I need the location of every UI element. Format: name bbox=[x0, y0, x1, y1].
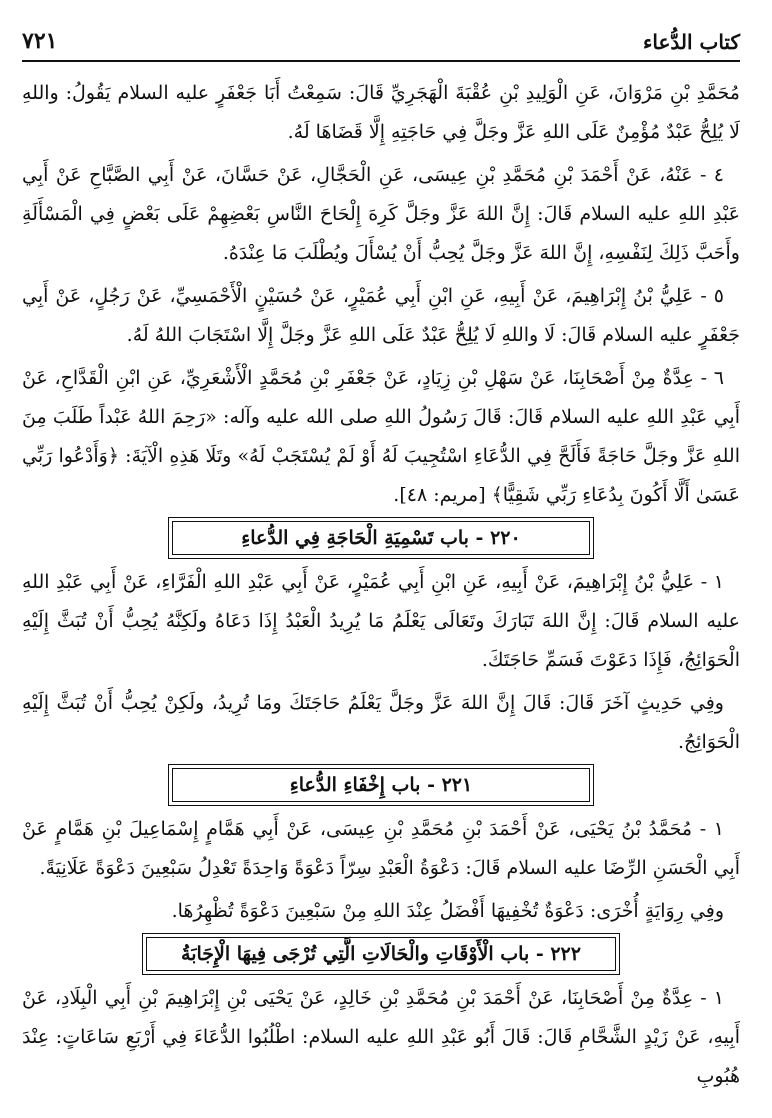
page-header bbox=[22, 22, 740, 62]
hadith-220-1: ١ - عَلِيُّ بْنُ إِبْرَاهِيمَ، عَنْ أَبِيهِ، عَنِ ابْنِ أَبِي عُمَيْرٍ، عَنْ أَبِي عَبْدِ اللهِ الْفَرَّاءِ، عَنْ أَبِي عَبْدِ اللهِ عليه السلام قَالَ: إِنَّ اللهَ تَبَارَكَ وتَعَالَى يَعْلَمُ مَا يُرِيدُ الْعَبْدُ إِذَا دَعَاهُ ولَكِنَّهُ يُحِبُّ أَنْ تُبَثَّ إِلَيْهِ الْحَوَائِجُ، فَإِذَا دَعَوْتَ فَسَمِّ حَاجَتَكَ. bbox=[22, 571, 740, 671]
hadith-221-other: وفِي رِوَايَةٍ أُخْرَى: دَعْوَةٌ تُخْفِيهَا أَفْضَلُ عِنْدَ اللهِ مِنْ سَبْعِينَ دَعْوَةً تُظْهِرُهَا. bbox=[171, 900, 724, 922]
hadith-5: ٥ - عَلِيُّ بْنُ إِبْرَاهِيمَ، عَنْ أَبِيهِ، عَنِ ابْنِ أَبِي عُمَيْرٍ، عَنْ حُسَيْنٍ الْأَحْمَسِيِّ، عَنْ رَجُلٍ، عَنْ أَبِي جَعْفَرٍ عليه السلام قَالَ: لَا واللهِ لَا يُلِحُّ عَبْدٌ عَلَى اللهِ عَزَّ وجَلَّ إِلَّا اسْتَجَابَ اللهُ لَهُ. bbox=[22, 285, 740, 346]
hadith-4: ٤ - عَنْهُ، عَنْ أَحْمَدَ بْنِ مُحَمَّدِ بْنِ عِيسَى، عَنِ الْحَجَّالِ، عَنْ حَسَّانَ، عَنْ أَبِي الصَّبَّاحِ عَنْ أَبِي عَبْدِ اللهِ عليه السلام قَالَ: إِنَّ اللهَ عَزَّ وجَلَّ كَرِهَ إِلْحَاحَ النَّاسِ بَعْضِهِمْ عَلَى بَعْضٍ فِي الْمَسْأَلَةِ وأَحَبَّ ذَلِكَ لِنَفْسِهِ، إِنَّ اللهَ عَزَّ وجَلَّ يُحِبُّ أَنْ يُسْأَلَ ويُطْلَبَ مَا عِنْدَهُ. bbox=[22, 164, 740, 264]
page-body bbox=[22, 74, 740, 1112]
page-number: ٧٢١ bbox=[22, 28, 58, 54]
hadith-221-1: ١ - مُحَمَّدُ بْنُ يَحْيَى، عَنْ أَحْمَدَ بْنِ مُحَمَّدِ بْنِ عِيسَى، عَنْ أَبِي هَمَّامٍ إِسْمَاعِيلَ بْنِ هَمَّامٍ عَنْ أَبِي الْحَسَنِ الرِّضَا عليه السلام قَالَ: دَعْوَةُ الْعَبْدِ سِرّاً دَعْوَةً وَاحِدَةً تَعْدِلُ سَبْعِينَ دَعْوَةً عَلَانِيَةً. bbox=[22, 818, 740, 879]
paragraph-continuation: مُحَمَّدِ بْنِ مَرْوَانَ، عَنِ الْوَلِيدِ بْنِ عُقْبَةَ الْهَجَرِيِّ قَالَ: سَمِعْتُ أَبَا جَعْفَرٍ عليه السلام يَقُولُ: واللهِ لَا يُلِحُّ عَبْدٌ مُؤْمِنٌ عَلَى اللهِ عَزَّ وجَلَّ فِي حَاجَتِهِ إِلَّا قَضَاهَا لَهُ. bbox=[22, 82, 740, 143]
hadith-222-1: ١ - عِدَّةٌ مِنْ أَصْحَابِنَا، عَنْ أَحْمَدَ بْنِ مُحَمَّدِ بْنِ خَالِدٍ، عَنْ يَحْيَى بْنِ إِبْرَاهِيمَ بْنِ أَبِي الْبِلَادِ، عَنْ أَبِيهِ، عَنْ زَيْدٍ الشَّحَّامِ قَالَ: قَالَ أَبُو عَبْدِ اللهِ عليه السلام: اطْلُبُوا الدُّعَاءَ فِي أَرْبَعِ سَاعَاتٍ: عِنْدَ هُبُوبِ bbox=[22, 987, 740, 1087]
hadith-220-other: وفِي حَدِيثٍ آخَرَ قَالَ: قَالَ إِنَّ اللهَ عَزَّ وجَلَّ يَعْلَمُ حَاجَتَكَ ومَا تُرِيدُ، ولَكِنْ يُحِبُّ أَنْ تُبَثَّ إِلَيْهِ الْحَوَائِجُ. bbox=[22, 692, 740, 753]
book-title: كتاب الدُّعاء bbox=[642, 30, 740, 54]
chapter-heading-222: ٢٢٢ - باب الْأَوْقَاتِ والْحَالَاتِ الَّتِي تُرْجَى فِيهَا الْإِجَابَةُ bbox=[146, 937, 616, 971]
chapter-heading-221: ٢٢١ - باب إِخْفَاءِ الدُّعاءِ bbox=[172, 768, 590, 802]
chapter-heading-220: ٢٢٠ - باب تَسْمِيَةِ الْحَاجَةِ فِي الدُّعاءِ bbox=[172, 521, 590, 555]
hadith-6: ٦ - عِدَّةٌ مِنْ أَصْحَابِنَا، عَنْ سَهْلِ بْنِ زِيَادٍ، عَنْ جَعْفَرِ بْنِ مُحَمَّدٍ الْأَشْعَرِيِّ، عَنِ ابْنِ الْقَدَّاحِ، عَنْ أَبِي عَبْدِ اللهِ عليه السلام قَالَ: قَالَ رَسُولُ اللهِ صلى الله عليه وآله: «رَحِمَ اللهُ عَبْداً طَلَبَ مِنَ اللهِ عَزَّ وجَلَّ حَاجَةً فَأَلَحَّ فِي الدُّعَاءِ اسْتُجِيبَ لَهُ أَوْ لَمْ يُسْتَجَبْ لَهُ» وتَلَا هَذِهِ الْآيَةَ: ﴿وَأَدْعُوا رَبِّي عَسَىٰ أَلَّا أَكُونَ بِدُعَاءِ رَبِّي شَقِيًّا﴾ [مريم: ٤٨]. bbox=[22, 367, 740, 506]
